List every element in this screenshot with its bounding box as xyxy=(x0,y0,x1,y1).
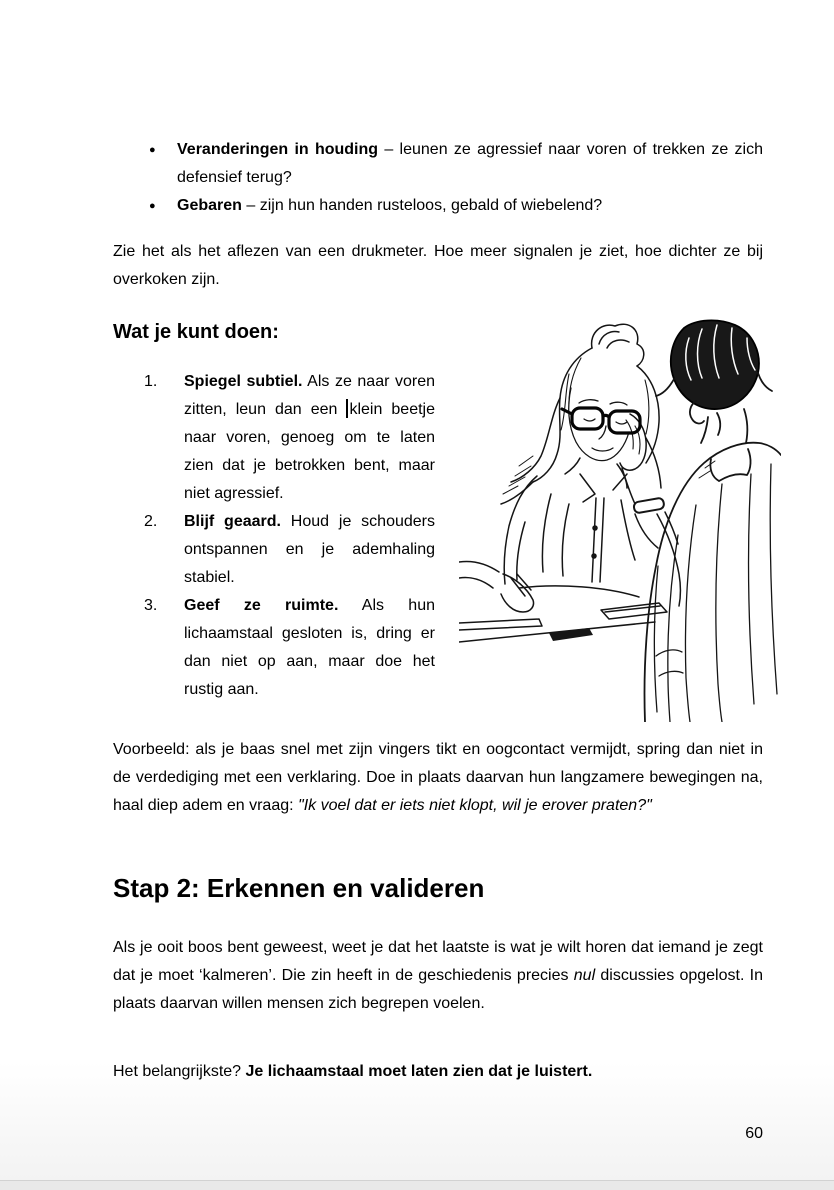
step-text: Spiegel subtiel. Als ze naar voren zitten, leun dan een klein beetje naar voren, genoeg om te laten zien dat je betrokken bent, maar niet agressief. xyxy=(184,373,436,502)
heading-what-to-do[interactable]: Wat je kunt doen: xyxy=(113,321,279,343)
list-item-step-3[interactable] xyxy=(113,592,435,704)
paragraph-calm-down[interactable]: Als je ooit boos bent geweest, weet je dat het laatste is wat je wilt horen dat iemand je zegt dat je moet ‘kalmeren’. Die zin heeft in de geschiedenis precies nul discussies opgelost. In plaats daarvan willen mensen zich begrepen voelen. xyxy=(113,939,764,1012)
bullet-icon: ● xyxy=(149,200,156,212)
heading-step-2[interactable]: Stap 2: Erkennen en valideren xyxy=(113,873,485,903)
numbered-list xyxy=(113,368,435,704)
paragraph-example[interactable]: Voorbeeld: als je baas snel met zijn vingers tikt en oogcontact vermijdt, spring dan niet in de verdediging met een verklaring. Doe in plaats daarvan hun langzamere bewegingen na, haal diep adem en vraag: "Ik voel dat er iets niet klopt, wil je erover praten?" xyxy=(113,741,763,814)
bullet-item[interactable] xyxy=(113,136,763,192)
conversation-illustration xyxy=(459,316,781,722)
bullet-text: Veranderingen in houding – leunen ze agressief naar voren of trekken ze zich defensief terug? xyxy=(177,141,763,186)
list-number: 2. xyxy=(144,513,158,530)
bullet-icon: ● xyxy=(149,144,156,156)
paragraph-pressure-gauge[interactable]: Zie het als het aflezen van een drukmeter. Hoe meer signalen je ziet, hoe dichter ze bij overkoken zijn. xyxy=(113,243,763,288)
step-text: Geef ze ruimte. Als hun lichaamstaal gesloten is, dring er dan niet op aan, maar doe het rustig aan. xyxy=(184,597,435,698)
list-number: 1. xyxy=(144,373,158,390)
list-number: 3. xyxy=(144,597,158,614)
bullet-text: Gebaren – zijn hun handen rusteloos, gebald of wiebelend? xyxy=(177,197,603,214)
bullet-list xyxy=(113,136,763,220)
page-number: 60 xyxy=(745,1125,763,1142)
step-text: Blijf geaard. Houd je schouders ontspannen en je ademhaling stabiel. xyxy=(184,513,435,586)
list-item-step-2[interactable] xyxy=(113,508,435,592)
bullet-item[interactable] xyxy=(113,192,763,220)
list-item-step-1[interactable] xyxy=(113,368,435,508)
paragraph-key-point[interactable]: Het belangrijkste? Je lichaamstaal moet laten zien dat je luistert. xyxy=(113,1063,593,1080)
